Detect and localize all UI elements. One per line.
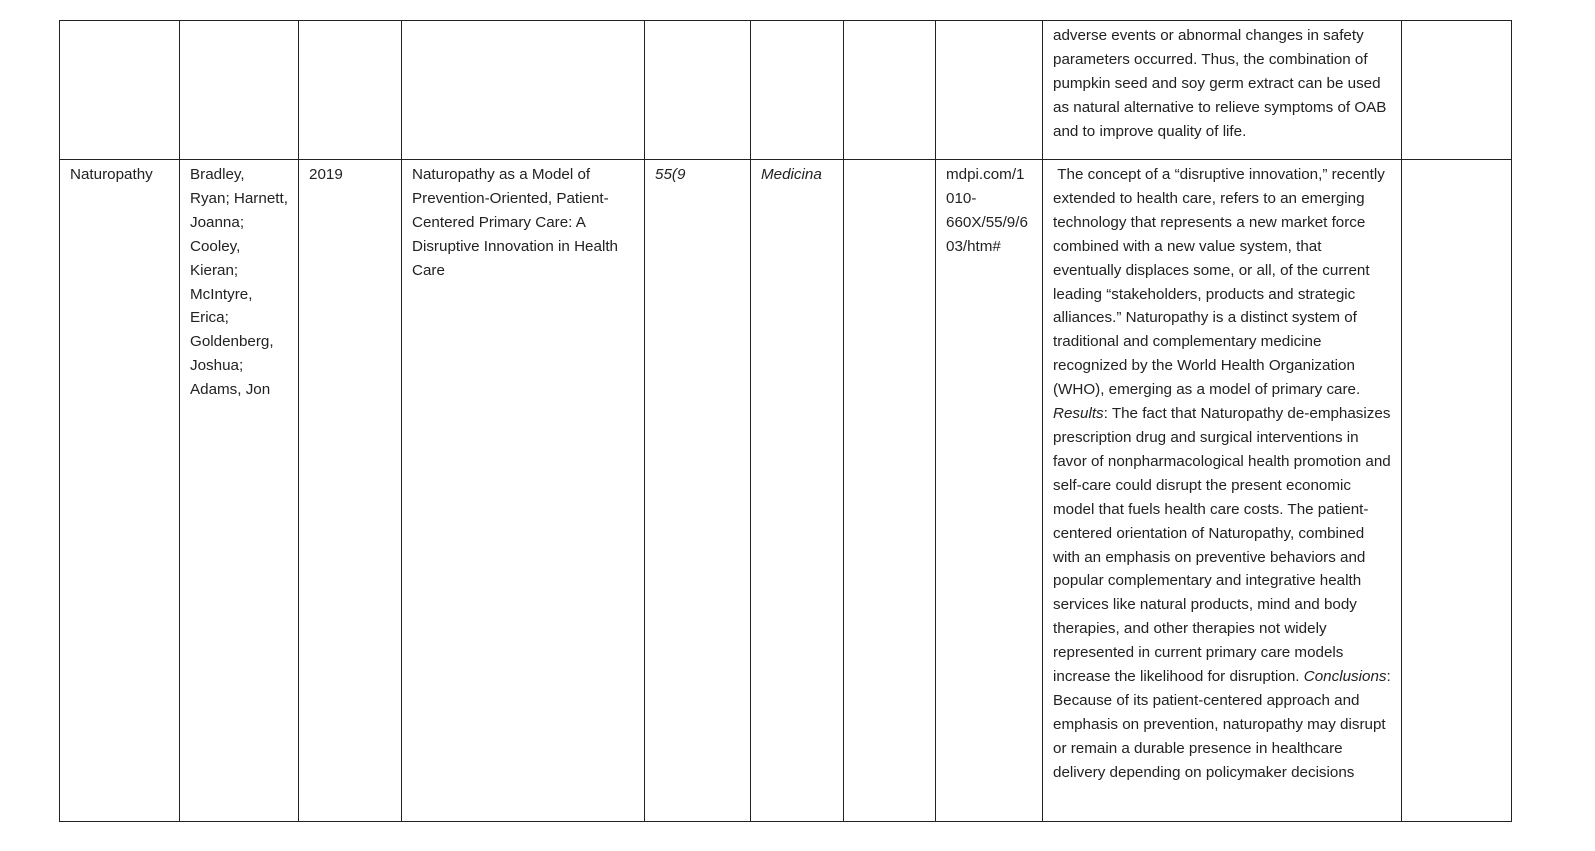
- table-row: [60, 160, 1512, 822]
- link-cell: [936, 21, 1043, 160]
- results-text: : The fact that Naturopathy de-emphasizes prescription drug and surgical interventions in favor of nonpharmacological health promotion and self-care could disrupt the present economic model that fuels health care costs. The patient-centered orientation of Naturopathy, combined with an emphasis on preventive behaviors and popular complementary and integrative health services like natural products, mind and body therapies, and other therapies not widely represented in current primary care models increase the likelihood for disruption.: [1053, 405, 1391, 686]
- volume-cell: 55(9: [645, 160, 751, 822]
- notes-cell: [1402, 160, 1512, 822]
- title-cell: [402, 21, 645, 160]
- abstract-intro: The concept of a “disruptive innovation,” recently extended to health care, refers to an emerging technology that represents a new market force combined with a new value system, that eventually displaces some, or all, of the current leading “stakeholders, products and strategic alliances.” Naturopathy is a distinct system of traditional and complementary medicine recognized by the World Health Organization (WHO), emerging as a model of primary care.: [1053, 166, 1385, 399]
- pages-cell: [844, 160, 936, 822]
- link-cell: mdpi.com/1010-660X/55/9/603/htm#: [936, 160, 1043, 822]
- conclusions-label: Conclusions: [1303, 668, 1387, 686]
- abstract-text: [1053, 163, 1391, 785]
- authors-cell: [180, 21, 299, 160]
- conclusions-text: : Because of its patient-centered approach and emphasis on prevention, naturopathy may disrupt or remain a durable presence in healthcare delivery depending on policymaker decisions: [1053, 668, 1391, 781]
- topic-cell: Naturopathy: [60, 160, 180, 822]
- abstract-cell: [1043, 160, 1402, 822]
- year-cell: [299, 21, 402, 160]
- topic-cell: [60, 21, 180, 160]
- year-cell: 2019: [299, 160, 402, 822]
- pages-cell: [844, 21, 936, 160]
- table-row: [60, 21, 1512, 160]
- journal-cell: Medicina: [751, 160, 844, 822]
- authors-cell: Bradley, Ryan; Harnett, Joanna; Cooley, Kieran; McIntyre, Erica; Goldenberg, Joshua; Adams, Jon: [180, 160, 299, 822]
- abstract-cell: adverse events or abnormal changes in safety parameters occurred. Thus, the combination of pumpkin seed and soy germ extract can be used as natural alternative to relieve symptoms of OAB and to improve quality of life.: [1043, 21, 1402, 160]
- results-label: Results: [1053, 405, 1104, 423]
- notes-cell: [1402, 21, 1512, 160]
- journal-cell: [751, 21, 844, 160]
- title-cell: Naturopathy as a Model of Prevention-Oriented, Patient-Centered Primary Care: A Disruptive Innovation in Health Care: [402, 160, 645, 822]
- volume-cell: [645, 21, 751, 160]
- literature-table: [59, 20, 1512, 822]
